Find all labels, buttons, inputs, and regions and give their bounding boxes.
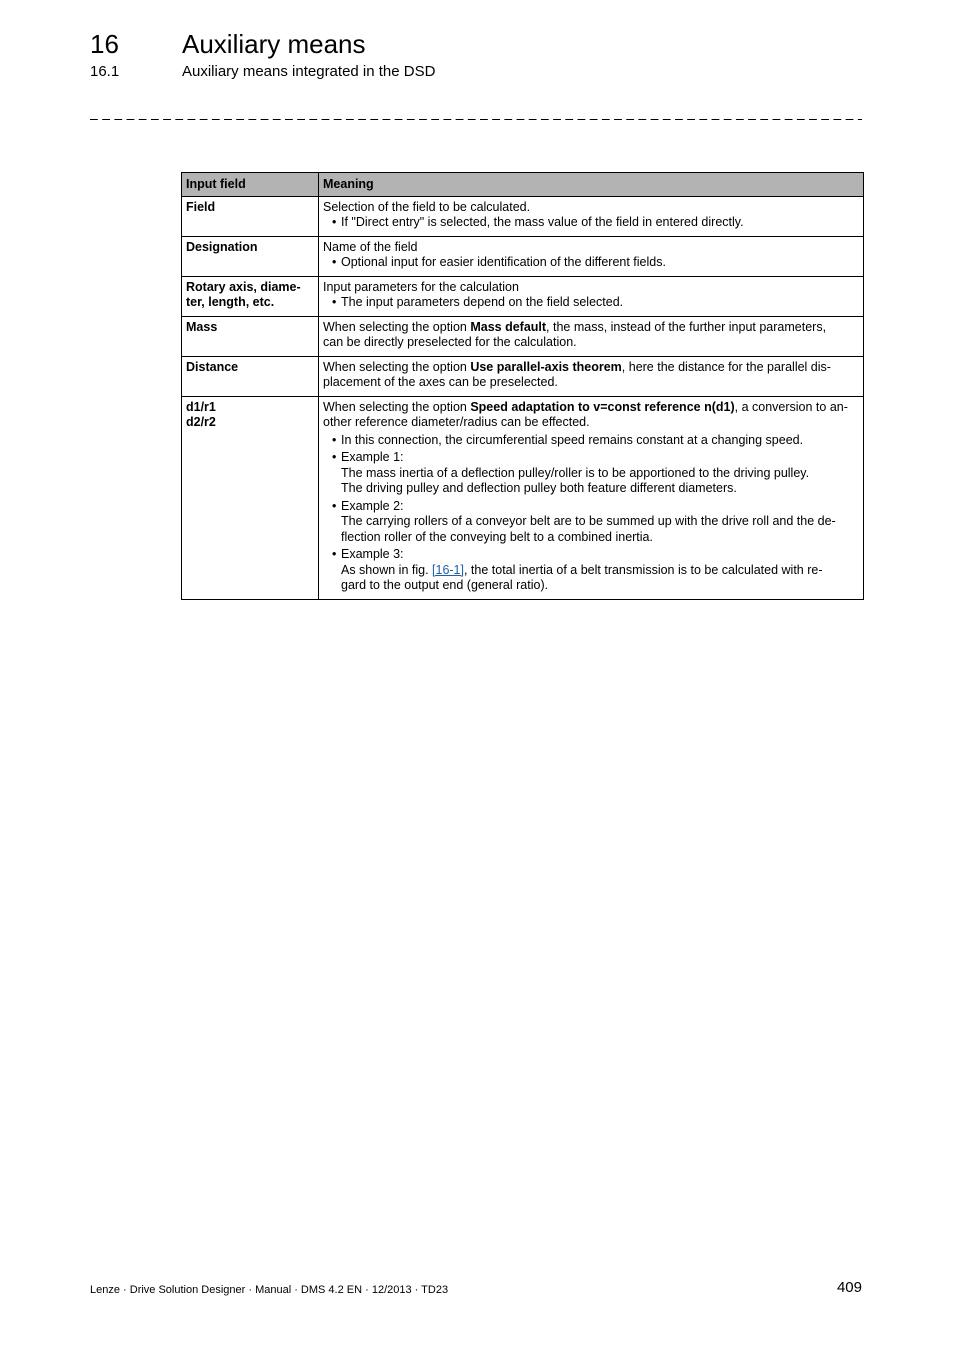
meaning-intro: Input parameters for the calculation <box>323 279 519 294</box>
row-meaning <box>319 356 864 396</box>
row-meaning <box>319 316 864 356</box>
row-label-designation: Designation <box>182 236 319 276</box>
row-meaning <box>319 276 864 316</box>
row-label-mass: Mass <box>182 316 319 356</box>
example-line <box>341 563 859 579</box>
text-run: As shown in fig. <box>341 562 433 577</box>
table-row <box>182 356 864 396</box>
section-number: 16.1 <box>90 63 120 80</box>
text-run: When selecting the option <box>323 359 471 374</box>
label-line: d1/r1 <box>186 399 216 414</box>
meaning-line: can be directly preselected for the calculation. <box>323 335 577 349</box>
chapter-number: 16 <box>90 29 119 59</box>
column-header-input-field: Input field <box>182 173 319 197</box>
option-name: Speed adaptation to v=const reference n(d1) <box>470 399 735 414</box>
table-row <box>182 276 864 316</box>
row-meaning <box>319 236 864 276</box>
footer-text: Lenze · Drive Solution Designer · Manual · DMS 4.2 EN · 12/2013 · TD23 <box>90 1284 449 1296</box>
bullet-text: Optional input for easier identification of the different fields. <box>341 255 666 269</box>
example-line: gard to the output end (general ratio). <box>341 578 549 592</box>
table-row <box>182 236 864 276</box>
meaning-intro: Name of the field <box>323 239 418 254</box>
chapter-title: Auxiliary means <box>182 29 366 59</box>
text-run: , a conversion to an- <box>734 399 848 414</box>
column-header-meaning: Meaning <box>319 173 864 197</box>
bullet-item: • Example 2: The carrying rollers of a conveyor belt are to be summed up with the drive roll and the de- flection roller of the conveying belt to a combined inertia. <box>323 499 859 546</box>
example-line: The mass inertia of a deflection pulley/roller is to be apportioned to the driving pulley. <box>341 465 810 480</box>
example-line: The carrying rollers of a conveyor belt are to be summed up with the drive roll and the de- <box>341 514 836 528</box>
meaning-line: placement of the axes can be preselected. <box>323 375 558 389</box>
section-title: Auxiliary means integrated in the DSD <box>182 63 436 80</box>
bullet-item: • Example 1: The mass inertia of a deflection pulley/roller is to be apportioned to the driving pulley. The driving pulley and deflection pulley both feature different diameters. <box>323 450 859 497</box>
example-title: Example 1: <box>341 450 404 464</box>
bullet-text: In this connection, the circumferential speed remains constant at a changing speed. <box>341 432 804 447</box>
row-meaning <box>319 396 864 599</box>
input-field-table <box>181 172 864 600</box>
figure-link[interactable]: [16-1] <box>432 562 464 577</box>
row-label-d1-r1 <box>182 396 319 599</box>
table-row <box>182 396 864 599</box>
meaning-intro: Selection of the field to be calculated. <box>323 199 531 214</box>
bullet-item: • If "Direct entry" is selected, the mass value of the field in entered directly. <box>332 215 744 229</box>
table-row <box>182 196 864 236</box>
row-label-distance: Distance <box>182 356 319 396</box>
row-meaning <box>319 196 864 236</box>
text-run: When selecting the option <box>323 399 471 414</box>
meaning-line: other reference diameter/radius can be effected. <box>323 415 590 429</box>
text-run: When selecting the option <box>323 319 471 334</box>
meaning-line <box>323 320 859 336</box>
example-line: flection roller of the conveying belt to a combined inertia. <box>341 529 653 544</box>
text-run: , the total inertia of a belt transmission is to be calculated with re- <box>463 562 823 577</box>
label-line: ter, length, etc. <box>186 295 275 309</box>
page-number: 409 <box>836 1279 862 1296</box>
meaning-line <box>323 400 859 416</box>
bullet-text: The input parameters depend on the field selected. <box>341 295 624 309</box>
row-label-field: Field <box>182 196 319 236</box>
bullet-item: • Example 3: As shown in fig. [16-1], the total inertia of a belt transmission is to be calculated with re- gard to the output end (general ratio). <box>323 547 859 594</box>
example-title: Example 3: <box>341 547 404 561</box>
bullet-item: • In this connection, the circumferential speed remains constant at a changing speed. <box>332 432 804 447</box>
option-name: Use parallel-axis theorem <box>470 359 622 374</box>
bullet-text: If "Direct entry" is selected, the mass value of the field in entered directly. <box>341 215 744 229</box>
meaning-line <box>323 360 859 376</box>
label-line: d2/r2 <box>186 415 216 429</box>
text-run: , here the distance for the parallel dis- <box>621 359 831 374</box>
label-line: Rotary axis, diame- <box>186 279 301 294</box>
table-row <box>182 316 864 356</box>
row-label-rotary-axis <box>182 276 319 316</box>
example-title: Example 2: <box>341 498 404 513</box>
bullet-item: • The input parameters depend on the field selected. <box>332 295 624 309</box>
table-header-row <box>182 173 864 197</box>
example-line: The driving pulley and deflection pulley both feature different diameters. <box>341 481 737 495</box>
text-run: , the mass, instead of the further input parameters, <box>546 319 827 334</box>
option-name: Mass default <box>470 319 547 334</box>
bullet-item: • Optional input for easier identification of the different fields. <box>332 255 666 269</box>
dashed-divider <box>90 119 862 120</box>
